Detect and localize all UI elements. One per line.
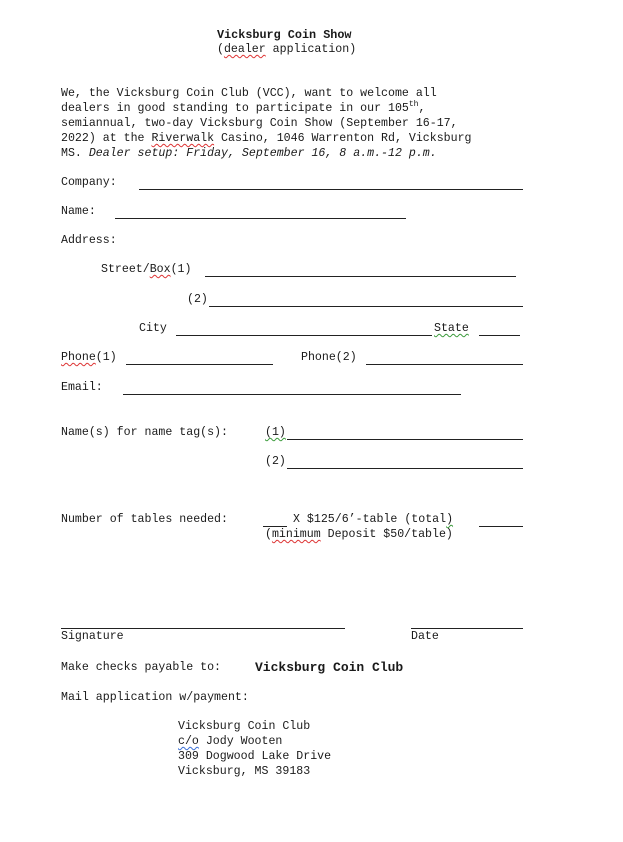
intro-line-4: 2022) at the Riverwalk Casino, 1046 Warrenton Rd, Vicksburg bbox=[61, 132, 472, 145]
box-word: Box bbox=[149, 263, 171, 276]
intro-line-1: We, the Vicksburg Coin Club (VCC), want to welcome all bbox=[61, 87, 437, 100]
phone-2-field-line[interactable] bbox=[366, 364, 523, 365]
phone-1-label: Phone(1) bbox=[61, 351, 117, 364]
name-tag-2-field-line[interactable] bbox=[287, 468, 523, 469]
care-of-word: c/o bbox=[178, 735, 199, 748]
checks-payable-label: Make checks payable to: bbox=[61, 661, 222, 674]
intro-line-5: MS. Dealer setup: Friday, September 16, 8 a.m.-12 p.m. bbox=[61, 147, 437, 160]
mail-application-label: Mail application w/payment: bbox=[61, 691, 249, 704]
phone-2-label: Phone(2) bbox=[301, 351, 357, 364]
signature-field-line[interactable] bbox=[61, 628, 345, 629]
name-tag-2-label: (2) bbox=[265, 455, 286, 468]
checks-payee: Vicksburg Coin Club bbox=[255, 660, 404, 675]
state-label: State bbox=[434, 322, 469, 335]
address-label: Address: bbox=[61, 234, 117, 247]
tables-total-field-line[interactable] bbox=[479, 526, 523, 527]
venue-word: Riverwalk bbox=[151, 132, 215, 145]
dealer-setup-text: Dealer setup: Friday, September 16, 8 a.m.-12 p.m. bbox=[88, 147, 437, 160]
street-1-label: Street/Box(1) bbox=[101, 263, 192, 276]
email-field-line[interactable] bbox=[123, 394, 461, 395]
mailing-address-line-3: 309 Dogwood Lake Drive bbox=[178, 750, 332, 763]
page-subtitle: (dealer application) bbox=[217, 43, 357, 56]
street-2-label: (2) bbox=[187, 293, 208, 306]
state-field-line[interactable] bbox=[479, 335, 520, 336]
intro-line-2: dealers in good standing to participate in our 105th, bbox=[61, 100, 426, 115]
email-label: Email: bbox=[61, 381, 103, 394]
signature-label: Signature bbox=[61, 630, 124, 643]
name-label: Name: bbox=[61, 205, 96, 218]
page-title: Vicksburg Coin Show bbox=[217, 28, 352, 42]
city-label: City bbox=[139, 322, 167, 335]
deposit-text: (minimum Deposit $50/table) bbox=[265, 528, 453, 541]
street-1-field-line[interactable] bbox=[205, 276, 516, 277]
tables-label: Number of tables needed: bbox=[61, 513, 228, 526]
name-tag-1-field-line[interactable] bbox=[287, 439, 523, 440]
mailing-address-line-2: c/o Jody Wooten bbox=[178, 735, 283, 748]
name-tags-label: Name(s) for name tag(s): bbox=[61, 426, 228, 439]
date-label: Date bbox=[411, 630, 439, 643]
street-2-field-line[interactable] bbox=[209, 306, 523, 307]
tables-price-text: X $125/6’-table (total) bbox=[293, 513, 454, 526]
intro-line-3: semiannual, two-day Vicksburg Coin Show (September 16-17, bbox=[61, 117, 458, 130]
name-tag-1-label: (1) bbox=[265, 426, 286, 439]
mailing-address-line-4: Vicksburg, MS 39183 bbox=[178, 765, 311, 778]
company-field-line[interactable] bbox=[139, 189, 523, 190]
phone-word: Phone bbox=[61, 351, 96, 364]
mailing-address-line-1: Vicksburg Coin Club bbox=[178, 720, 311, 733]
tables-count-field-line[interactable] bbox=[263, 526, 287, 527]
date-field-line[interactable] bbox=[411, 628, 523, 629]
phone-1-field-line[interactable] bbox=[126, 364, 273, 365]
minimum-word: minimum bbox=[271, 528, 321, 541]
subtitle-word: dealer bbox=[223, 43, 266, 56]
name-field-line[interactable] bbox=[115, 218, 406, 219]
city-field-line[interactable] bbox=[176, 335, 432, 336]
company-label: Company: bbox=[61, 176, 117, 189]
